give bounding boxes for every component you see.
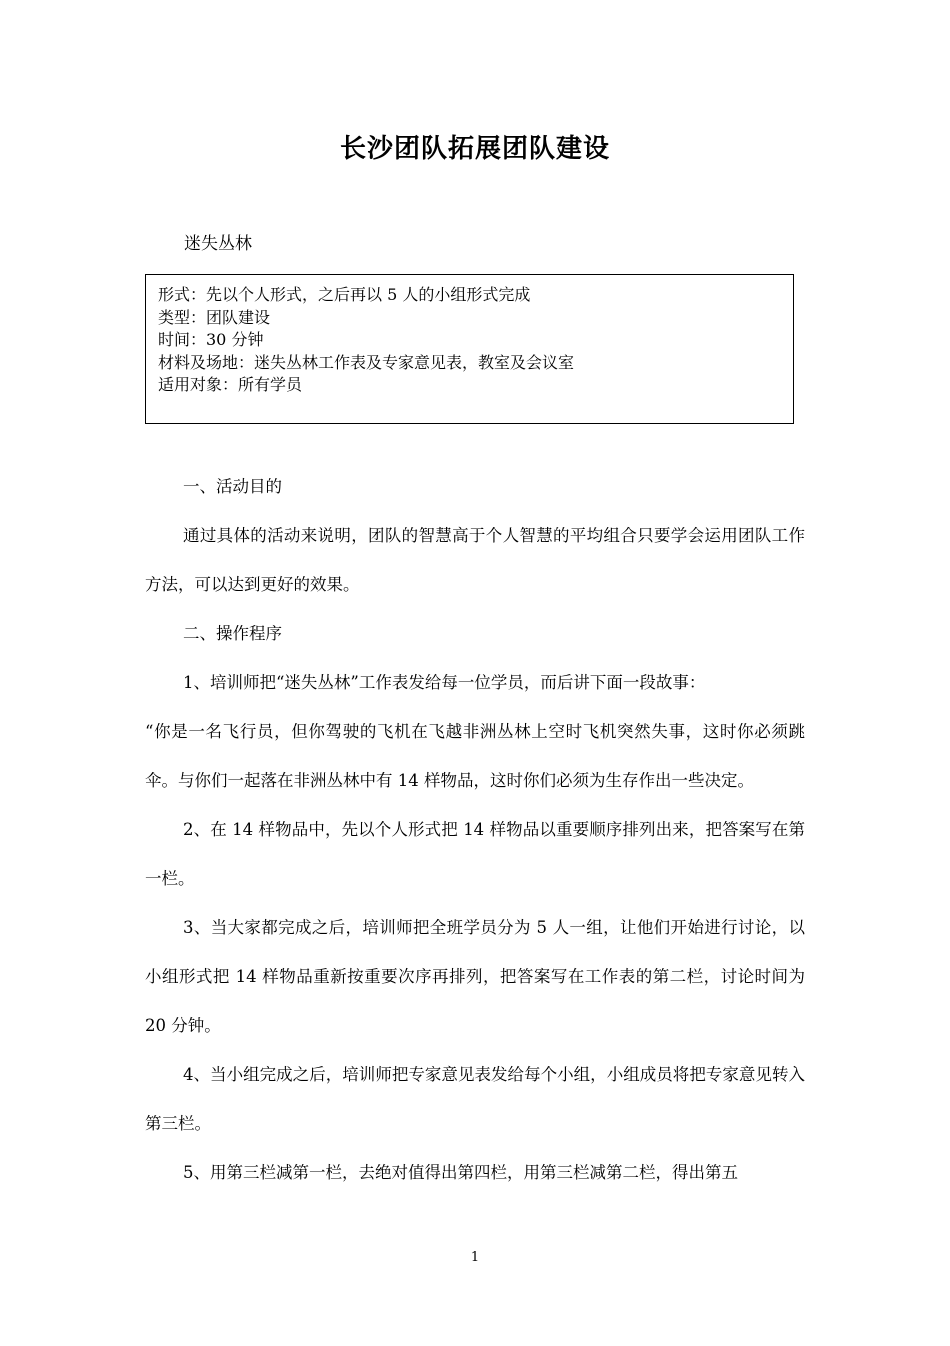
info-materials-venue: 材料及场地：迷失丛林工作表及专家意见表，教室及会议室: [158, 352, 575, 372]
info-duration: 时间：30 分钟: [158, 330, 264, 349]
paragraph-purpose: 通过具体的活动来说明，团队的智慧高于个人智慧的平均组合只要学会运用团队工作方法，可以达到更好的效果。: [145, 526, 805, 594]
procedure-step-2: 2、在 14 样物品中，先以个人形式把 14 样物品以重要顺序排列出来，把答案写在第一栏。: [145, 820, 805, 888]
info-audience: 适用对象：所有学员: [158, 375, 303, 394]
section-heading-purpose: 一、活动目的: [183, 477, 282, 496]
procedure-step-4: 4、当小组完成之后，培训师把专家意见表发给每个小组，小组成员将把专家意见转入第三栏。: [145, 1065, 805, 1133]
activity-info-box: [145, 274, 794, 424]
procedure-step-3: 3、当大家都完成之后，培训师把全班学员分为 5 人一组，让他们开始进行讨论，以小组形式把 14 样物品重新按重要次序再排列，把答案写在工作表的第二栏，讨论时间为 20 分钟。: [145, 918, 805, 1035]
document-title: 长沙团队拓展团队建设: [339, 134, 610, 164]
paragraph-story: “你是一名飞行员，但你驾驶的飞机在飞越非洲丛林上空时飞机突然失事，这时你必须跳伞。与你们一起落在非洲丛林中有 14 样物品，这时你们必须为生存作出一些决定。: [145, 722, 805, 790]
document-body: [145, 462, 805, 1197]
page-number: 1: [470, 1250, 480, 1265]
info-type: 类型：团队建设: [158, 307, 271, 327]
activity-name: 迷失丛林: [184, 234, 252, 254]
section-heading-procedure: 二、操作程序: [183, 624, 282, 643]
procedure-step-5: 5、用第三栏减第一栏，去绝对值得出第四栏，用第三栏减第二栏，得出第五: [183, 1163, 738, 1182]
info-format: 形式：先以个人形式，之后再以 5 人的小组形式完成: [158, 285, 531, 304]
procedure-step-1: 1、培训师把“迷失丛林”工作表发给每一位学员，而后讲下面一段故事：: [183, 673, 706, 692]
